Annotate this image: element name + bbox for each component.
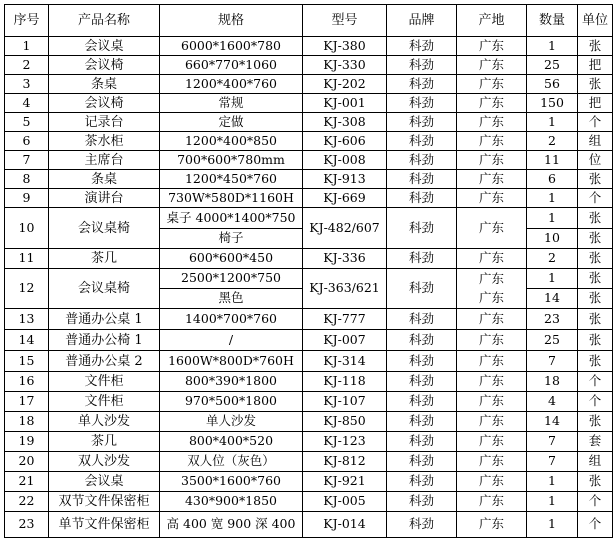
cell-spec: 1200*450*760 [160,170,303,189]
cell-qty: 18 [527,372,578,392]
cell-qty: 14 [527,412,578,432]
header-row [5,5,613,37]
cell-name: 双节文件保密柜 [49,492,160,512]
cell-qty: 4 [527,392,578,412]
cell-spec: 1600W*800D*760H [160,351,303,372]
table-row [5,75,613,94]
cell-spec: 常规 [160,94,303,113]
table-row [5,151,613,170]
cell-brand: 科劲 [387,472,457,492]
cell-unit: 个 [578,392,613,412]
cell-no: 13 [5,309,49,330]
product-table [4,4,613,538]
cell-origin: 广东 [457,132,527,151]
table-row [5,512,613,538]
cell-origin: 广东 [457,151,527,170]
cell-unit: 组 [578,132,613,151]
cell-brand: 科劲 [387,75,457,94]
cell-no: 21 [5,472,49,492]
table-row [5,330,613,351]
header-cell: 品牌 [387,5,457,37]
cell-origin: 广东 [457,512,527,538]
cell-brand: 科劲 [387,94,457,113]
table-row [5,412,613,432]
cell-unit: 组 [578,452,613,472]
cell-model: KJ-314 [303,351,387,372]
cell-name: 茶水柜 [49,132,160,151]
cell-name: 普通办公椅 1 [49,330,160,351]
cell-brand: 科劲 [387,189,457,208]
cell-origin: 广东 [457,309,527,330]
cell-no: 17 [5,392,49,412]
cell-no: 7 [5,151,49,170]
cell-brand: 科劲 [387,492,457,512]
cell-brand: 科劲 [387,392,457,412]
cell-origin: 广东 [457,472,527,492]
cell-model: KJ-014 [303,512,387,538]
cell-no: 4 [5,94,49,113]
table-row [5,170,613,189]
table-row [5,309,613,330]
cell-brand: 科劲 [387,309,457,330]
cell-origin: 广东 [457,372,527,392]
cell-name: 会议桌椅 [49,208,160,249]
table-row [5,269,613,289]
cell-spec: 430*900*1850 [160,492,303,512]
table-row [5,492,613,512]
cell-name: 会议椅 [49,94,160,113]
cell-origin: 广东 [457,392,527,412]
cell-no: 20 [5,452,49,472]
table-row [5,452,613,472]
cell-spec: 800*390*1800 [160,372,303,392]
cell-name: 单节文件保密柜 [49,512,160,538]
header-cell: 型号 [303,5,387,37]
cell-qty: 1 [527,472,578,492]
cell-name: 条桌 [49,75,160,94]
header-cell: 单位 [578,5,613,37]
cell-spec: 桌子 4000*1400*750 [160,208,303,229]
cell-unit: 张 [578,249,613,269]
cell-no: 9 [5,189,49,208]
cell-model: KJ-380 [303,37,387,56]
cell-unit: 张 [578,229,613,249]
cell-origin: 广东 [457,170,527,189]
cell-unit: 张 [578,269,613,289]
cell-origin: 广东 [457,289,527,309]
cell-origin: 广东 [457,330,527,351]
cell-origin: 广东 [457,249,527,269]
cell-origin: 广东 [457,37,527,56]
cell-spec: 高 400 宽 900 深 400 [160,512,303,538]
cell-model: KJ-308 [303,113,387,132]
table-row [5,432,613,452]
cell-name: 单人沙发 [49,412,160,432]
cell-name: 条桌 [49,170,160,189]
header-cell: 产品名称 [49,5,160,37]
cell-qty: 2 [527,249,578,269]
cell-no: 1 [5,37,49,56]
cell-model: KJ-107 [303,392,387,412]
cell-origin: 广东 [457,113,527,132]
cell-name: 普通办公桌 1 [49,309,160,330]
cell-spec: 单人沙发 [160,412,303,432]
cell-no: 15 [5,351,49,372]
cell-model: KJ-007 [303,330,387,351]
header-cell: 规格 [160,5,303,37]
cell-name: 会议桌 [49,472,160,492]
cell-origin: 广东 [457,56,527,75]
cell-qty: 1 [527,37,578,56]
cell-brand: 科劲 [387,37,457,56]
cell-qty: 25 [527,330,578,351]
cell-origin: 广东 [457,412,527,432]
cell-name: 文件柜 [49,372,160,392]
cell-unit: 个 [578,512,613,538]
cell-unit: 张 [578,309,613,330]
cell-spec: 600*600*450 [160,249,303,269]
cell-model: KJ-330 [303,56,387,75]
cell-qty: 7 [527,351,578,372]
table-row [5,132,613,151]
cell-model: KJ-001 [303,94,387,113]
cell-qty: 6 [527,170,578,189]
cell-name: 文件柜 [49,392,160,412]
cell-spec: 2500*1200*750 [160,269,303,289]
cell-name: 会议桌椅 [49,269,160,309]
table-row [5,208,613,229]
header-cell: 产地 [457,5,527,37]
cell-spec: / [160,330,303,351]
cell-unit: 张 [578,330,613,351]
cell-origin: 广东 [457,94,527,113]
cell-spec: 6000*1600*780 [160,37,303,56]
cell-spec: 定做 [160,113,303,132]
cell-unit: 张 [578,208,613,229]
cell-spec: 1200*400*760 [160,75,303,94]
cell-brand: 科劲 [387,249,457,269]
cell-qty: 25 [527,56,578,75]
cell-no: 6 [5,132,49,151]
cell-no: 8 [5,170,49,189]
cell-brand: 科劲 [387,56,457,75]
cell-model: KJ-118 [303,372,387,392]
cell-brand: 科劲 [387,170,457,189]
cell-unit: 个 [578,492,613,512]
cell-spec: 黑色 [160,289,303,309]
table-row [5,249,613,269]
cell-origin: 广东 [457,269,527,289]
cell-brand: 科劲 [387,351,457,372]
cell-no: 14 [5,330,49,351]
cell-no: 3 [5,75,49,94]
cell-no: 23 [5,512,49,538]
cell-brand: 科劲 [387,372,457,392]
cell-unit: 张 [578,170,613,189]
cell-unit: 套 [578,432,613,452]
cell-qty: 150 [527,94,578,113]
cell-spec: 730W*580D*1160H [160,189,303,208]
cell-spec: 1200*400*850 [160,132,303,151]
cell-origin: 广东 [457,208,527,249]
cell-qty: 1 [527,492,578,512]
cell-brand: 科劲 [387,330,457,351]
cell-origin: 广东 [457,452,527,472]
cell-name: 茶几 [49,249,160,269]
cell-qty: 14 [527,289,578,309]
cell-qty: 56 [527,75,578,94]
cell-model: KJ-363/621 [303,269,387,309]
cell-brand: 科劲 [387,452,457,472]
cell-model: KJ-777 [303,309,387,330]
cell-model: KJ-336 [303,249,387,269]
cell-spec: 970*500*1800 [160,392,303,412]
cell-brand: 科劲 [387,151,457,170]
cell-name: 演讲台 [49,189,160,208]
cell-origin: 广东 [457,492,527,512]
cell-qty: 1 [527,208,578,229]
cell-unit: 个 [578,189,613,208]
cell-name: 双人沙发 [49,452,160,472]
cell-name: 记录台 [49,113,160,132]
cell-unit: 把 [578,56,613,75]
cell-origin: 广东 [457,189,527,208]
cell-name: 会议椅 [49,56,160,75]
cell-name: 茶几 [49,432,160,452]
cell-qty: 7 [527,432,578,452]
cell-qty: 1 [527,189,578,208]
cell-name: 普通办公桌 2 [49,351,160,372]
cell-model: KJ-669 [303,189,387,208]
cell-unit: 张 [578,412,613,432]
cell-no: 16 [5,372,49,392]
cell-brand: 科劲 [387,132,457,151]
table-row [5,472,613,492]
table-row [5,189,613,208]
cell-spec: 3500*1600*760 [160,472,303,492]
cell-brand: 科劲 [387,412,457,432]
cell-origin: 广东 [457,75,527,94]
header-cell: 序号 [5,5,49,37]
cell-unit: 个 [578,113,613,132]
cell-qty: 7 [527,452,578,472]
cell-model: KJ-606 [303,132,387,151]
cell-unit: 张 [578,351,613,372]
cell-unit: 位 [578,151,613,170]
cell-spec: 双人位（灰色） [160,452,303,472]
table-row [5,392,613,412]
cell-no: 18 [5,412,49,432]
cell-no: 11 [5,249,49,269]
cell-unit: 张 [578,37,613,56]
cell-qty: 11 [527,151,578,170]
cell-origin: 广东 [457,351,527,372]
cell-no: 19 [5,432,49,452]
cell-unit: 张 [578,75,613,94]
cell-qty: 1 [527,113,578,132]
cell-spec: 800*400*520 [160,432,303,452]
cell-no: 22 [5,492,49,512]
cell-qty: 10 [527,229,578,249]
cell-unit: 把 [578,94,613,113]
cell-spec: 700*600*780mm [160,151,303,170]
cell-model: KJ-482/607 [303,208,387,249]
cell-name: 主席台 [49,151,160,170]
cell-qty: 1 [527,512,578,538]
cell-origin: 广东 [457,432,527,452]
cell-brand: 科劲 [387,269,457,309]
cell-model: KJ-008 [303,151,387,170]
cell-no: 10 [5,208,49,249]
cell-spec: 660*770*1060 [160,56,303,75]
header-cell: 数量 [527,5,578,37]
cell-model: KJ-921 [303,472,387,492]
cell-model: KJ-850 [303,412,387,432]
cell-qty: 2 [527,132,578,151]
table-row [5,94,613,113]
cell-qty: 1 [527,269,578,289]
cell-no: 5 [5,113,49,132]
cell-unit: 张 [578,289,613,309]
table-row [5,113,613,132]
cell-unit: 张 [578,472,613,492]
cell-model: KJ-812 [303,452,387,472]
cell-spec: 椅子 [160,229,303,249]
table-row [5,372,613,392]
cell-model: KJ-005 [303,492,387,512]
cell-no: 12 [5,269,49,309]
cell-brand: 科劲 [387,113,457,132]
cell-spec: 1400*700*760 [160,309,303,330]
cell-name: 会议桌 [49,37,160,56]
cell-no: 2 [5,56,49,75]
cell-brand: 科劲 [387,512,457,538]
cell-brand: 科劲 [387,208,457,249]
table-row [5,56,613,75]
cell-unit: 个 [578,372,613,392]
cell-qty: 23 [527,309,578,330]
cell-model: KJ-123 [303,432,387,452]
cell-model: KJ-202 [303,75,387,94]
cell-model: KJ-913 [303,170,387,189]
cell-brand: 科劲 [387,432,457,452]
table-row [5,37,613,56]
table-row [5,351,613,372]
